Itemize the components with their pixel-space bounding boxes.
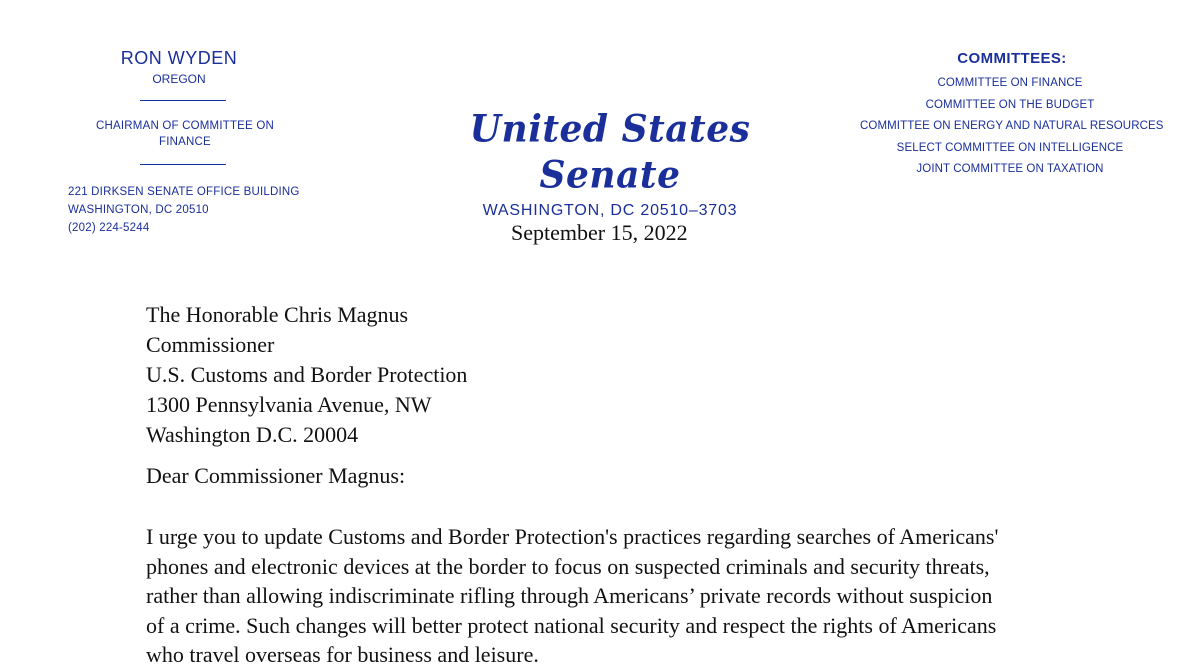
paragraph-line: of a crime. Such changes will better protect national security and respect the rights of Americans <box>146 612 997 638</box>
chairman-committee: FINANCE <box>159 136 211 148</box>
body-paragraph <box>146 522 1086 670</box>
senate-title: United States Senate <box>469 106 751 198</box>
committee-item: SELECT COMMITTEE ON INTELLIGENCE <box>896 141 1124 154</box>
divider-rule <box>140 100 226 101</box>
senate-city: WASHINGTON, DC 20510–3703 <box>482 202 738 219</box>
senator-name: RON WYDEN <box>120 48 238 68</box>
salutation: Dear Commissioner Magnus: <box>146 463 406 488</box>
letterhead-center <box>420 108 800 220</box>
committee-item: COMMITTEE ON THE BUDGET <box>925 98 1095 111</box>
committees-heading: COMMITTEES: <box>957 50 1067 67</box>
recipient-line: U.S. Customs and Border Protection <box>146 362 468 387</box>
recipient-address <box>146 300 467 450</box>
senator-state: OREGON <box>152 72 206 86</box>
office-phone: (202) 224-5244 <box>68 222 150 234</box>
recipient-line: 1300 Pennsylvania Avenue, NW <box>146 392 432 417</box>
chairman-line: CHAIRMAN OF COMMITTEE ON <box>96 120 274 132</box>
office-address-line: WASHINGTON, DC 20510 <box>68 204 209 216</box>
letterhead-right <box>860 50 1164 181</box>
recipient-line: Washington D.C. 20004 <box>146 422 359 447</box>
office-address-line: 221 DIRKSEN SENATE OFFICE BUILDING <box>68 186 300 198</box>
committee-item: COMMITTEE ON ENERGY AND NATURAL RESOURCES <box>860 120 1164 132</box>
recipient-line: Commissioner <box>146 332 275 357</box>
paragraph-line: I urge you to update Customs and Border Protection's practices regarding searches of Americans' <box>146 524 999 549</box>
paragraph-line: rather than allowing indiscriminate rifling through Americans’ private records without suspicion <box>146 583 993 608</box>
recipient-line: The Honorable Chris Magnus <box>146 302 409 327</box>
committee-item: JOINT COMMITTEE ON TAXATION <box>916 163 1104 175</box>
committee-item: COMMITTEE ON FINANCE <box>937 77 1083 89</box>
paragraph-line: phones and electronic devices at the border to focus on suspected criminals and security threats, <box>146 553 990 579</box>
divider-rule <box>140 164 226 165</box>
letter-date: September 15, 2022 <box>511 220 688 245</box>
paragraph-line: who travel overseas for business and leisure. <box>146 642 539 667</box>
